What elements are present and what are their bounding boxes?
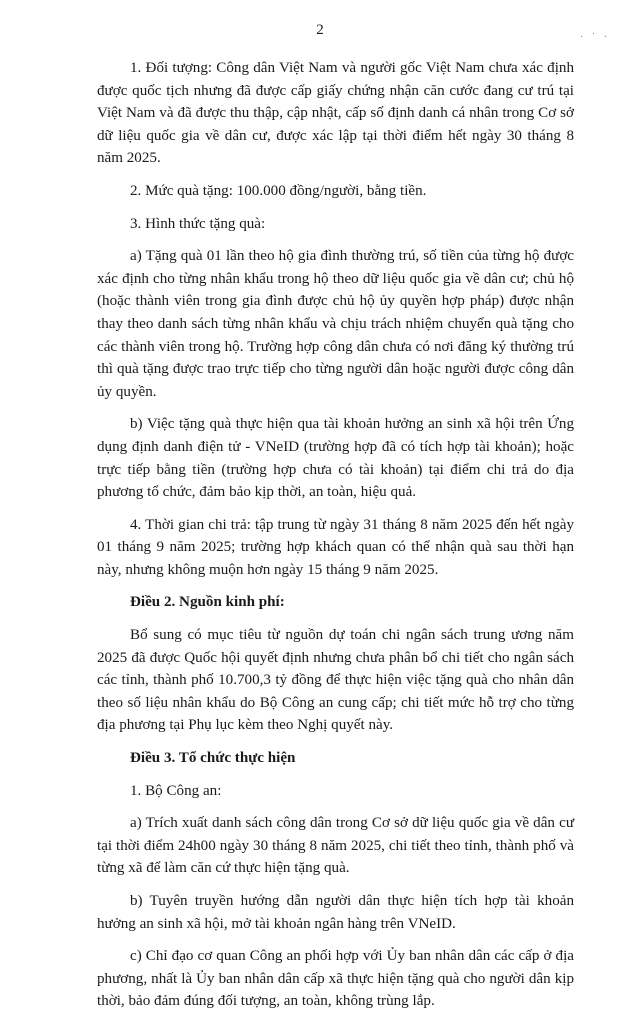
paragraph: 1. Đối tượng: Công dân Việt Nam và người gốc Việt Nam chưa xác định được quốc tịch nhưng đã được cấp giấy chứng nhận căn cước đang cư trú tại Việt Nam và đã được thu thập, cập nhật, cấp số định danh cá nhân trong Cơ sở dữ liệu quốc gia về dân cư, được xác lập tại thời điểm hết ngày 30 tháng 8 năm 2025. [97,60,574,167]
paragraph: 4. Thời gian chi trả: tập trung từ ngày 31 tháng 8 năm 2025 đến hết ngày 01 tháng 9 năm 2025; trường hợp khách quan có thể nhận quà sau thời hạn này, nhưng không muộn hơn ngày 15 tháng 9 năm 2025. [97,516,574,578]
article-heading: Điều 3. Tổ chức thực hiện [130,750,296,767]
paragraph: 1. Bộ Công an: [130,782,222,799]
document-body [97,57,574,1023]
article-heading: Điều 2. Nguồn kinh phí: [130,594,285,611]
paragraph: a) Tặng quà 01 lần theo hộ gia đình thường trú, số tiền của từng hộ được xác định cho từng nhân khẩu trong hộ theo dữ liệu quốc gia về dân cư; chủ hộ (hoặc thành viên trong gia đình được chủ hộ ủy quyền hợp pháp) được nhận thay theo danh sách từng nhân khẩu và chịu trách nhiệm chuyển quà tặng cho các thành viên trong hộ. Trường hợp công dân chưa có nơi đăng ký thường trú thì quà tặng được trao trực tiếp cho từng người dân hoặc người được công dân ủy quyền. [97,248,574,400]
paragraph: 3. Hình thức tặng quà: [130,215,266,232]
paragraph: Bổ sung có mục tiêu từ nguồn dự toán chi ngân sách trung ương năm 2025 đã được Quốc hội quyết định nhưng chưa phân bổ chi tiết cho ngân sách các tỉnh, thành phố 10.700,3 tỷ đồng để thực hiện việc tặng quà cho nhân dân theo số liệu nhân khẩu do Bộ Công an cung cấp; chi tiết mức hỗ trợ cho từng địa phương tại Phụ lục kèm theo Nghị quyết này. [97,627,574,734]
paragraph: c) Chỉ đạo cơ quan Công an phối hợp với Ủy ban nhân dân các cấp ở địa phương, nhất là Ủy ban nhân dân cấp xã thực hiện tặng quà cho người dân kịp thời, bảo đảm đúng đối tượng, an toàn, không trùng lắp. [97,948,574,1010]
paragraph: b) Việc tặng quà thực hiện qua tài khoản hưởng an sinh xã hội trên Ứng dụng định danh điện tử - VNeID (trường hợp đã có tích hợp tài khoản); hoặc trực tiếp bằng tiền (trường hợp chưa có tài khoản) tại điểm chi trả do địa phương tổ chức, đảm bảo kịp thời, an toàn, hiệu quả. [97,416,574,501]
paragraph: b) Tuyên truyền hướng dẫn người dân thực hiện tích hợp tài khoản hưởng an sinh xã hội, mở tài khoản ngân hàng trên VNeID. [97,893,574,932]
paragraph: a) Trích xuất danh sách công dân trong Cơ sở dữ liệu quốc gia về dân cư tại thời điểm 24h00 ngày 30 tháng 8 năm 2025, chi tiết theo tỉnh, thành phố và từng xã để làm căn cứ thực hiện tặng quà. [97,815,574,877]
scan-specks: · ˙ · [580,32,610,43]
page-number: 2 [316,22,324,38]
paragraph: 2. Mức quà tặng: 100.000 đồng/người, bằng tiền. [130,182,427,199]
